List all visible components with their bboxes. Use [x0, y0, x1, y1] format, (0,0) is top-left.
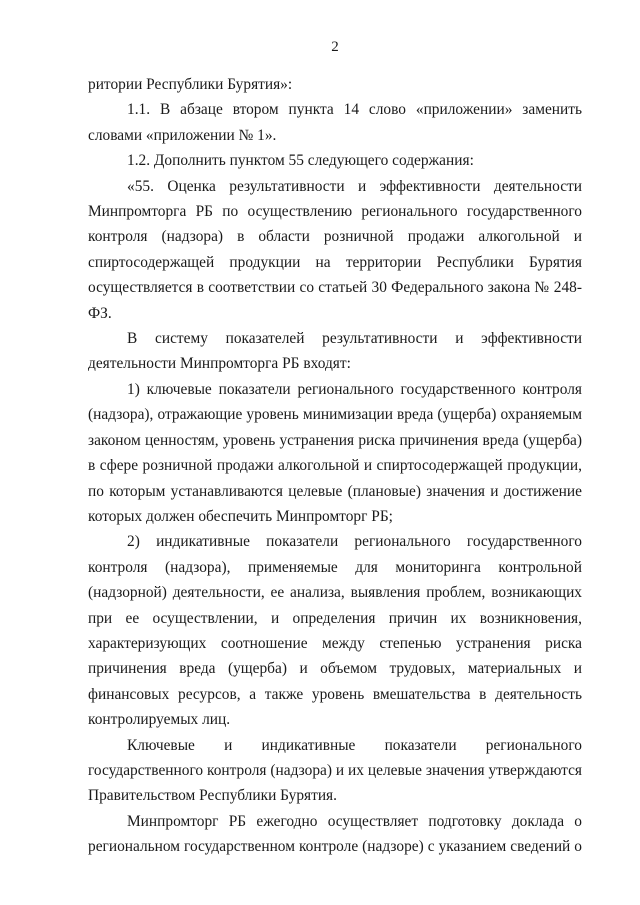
- paragraph-point-55: «55. Оценка результативности и эффективности деятельности Минпромторга РБ по осуществлению регионального государственного контроля (надзора) в области розничной продажи алкогольной и спиртосодержащей продукции на территории Республики Бурятия осуществляется в соответствии со статьей 30 Федерального закона № 248-ФЗ.: [88, 177, 582, 322]
- paragraph-item-1-2: 1.2. Дополнить пунктом 55 следующего содержания:: [127, 152, 474, 170]
- paragraph-item-1-1: 1.1. В абзаце втором пункта 14 слово «приложении» заменить словами «приложении № 1».: [88, 101, 582, 144]
- page-number: 2: [331, 39, 339, 55]
- paragraph-approval: Ключевые и индикативные показатели регионального государственного контроля (надзора) и их целевые значения утверждаются Правительством Республики Бурятия.: [88, 736, 582, 805]
- paragraph-indicative-indicators: 2) индикативные показатели регионального государственного контроля (надзора), применяемые для мониторинга контрольной (надзорной) деятельности, ее анализа, выявления проблем, возникающих при ее осуществлении, и определения причин их возникновения, характеризующих соотношение между степенью устранения риска причинения вреда (ущерба) и объемом трудовых, материальных и финансовых ресурсов, а также уровень вмешательства в деятельность контролируемых лиц.: [88, 533, 582, 729]
- paragraph-continuation: ритории Республики Бурятия»:: [88, 76, 293, 93]
- document-body: [88, 72, 582, 860]
- paragraph-annual-report: Минпромторг РБ ежегодно осуществляет подготовку доклада о региональном государственном контроле (надзоре) с указанием сведений о: [88, 812, 582, 856]
- paragraph-indicators-system: В систему показателей результативности и эффективности деятельности Минпромторга РБ входят:: [88, 330, 582, 373]
- paragraph-key-indicators: 1) ключевые показатели регионального государственного контроля (надзора), отражающие уровень минимизации вреда (ущерба) охраняемым законом ценностям, уровень устранения риска причинения вреда (ущерба) в сфере розничной продажи алкогольной и спиртосодержащей продукции, по которым устанавливаются целевые (плановые) значения и достижение которых должен обеспечить Минпромторг РБ;: [88, 380, 582, 525]
